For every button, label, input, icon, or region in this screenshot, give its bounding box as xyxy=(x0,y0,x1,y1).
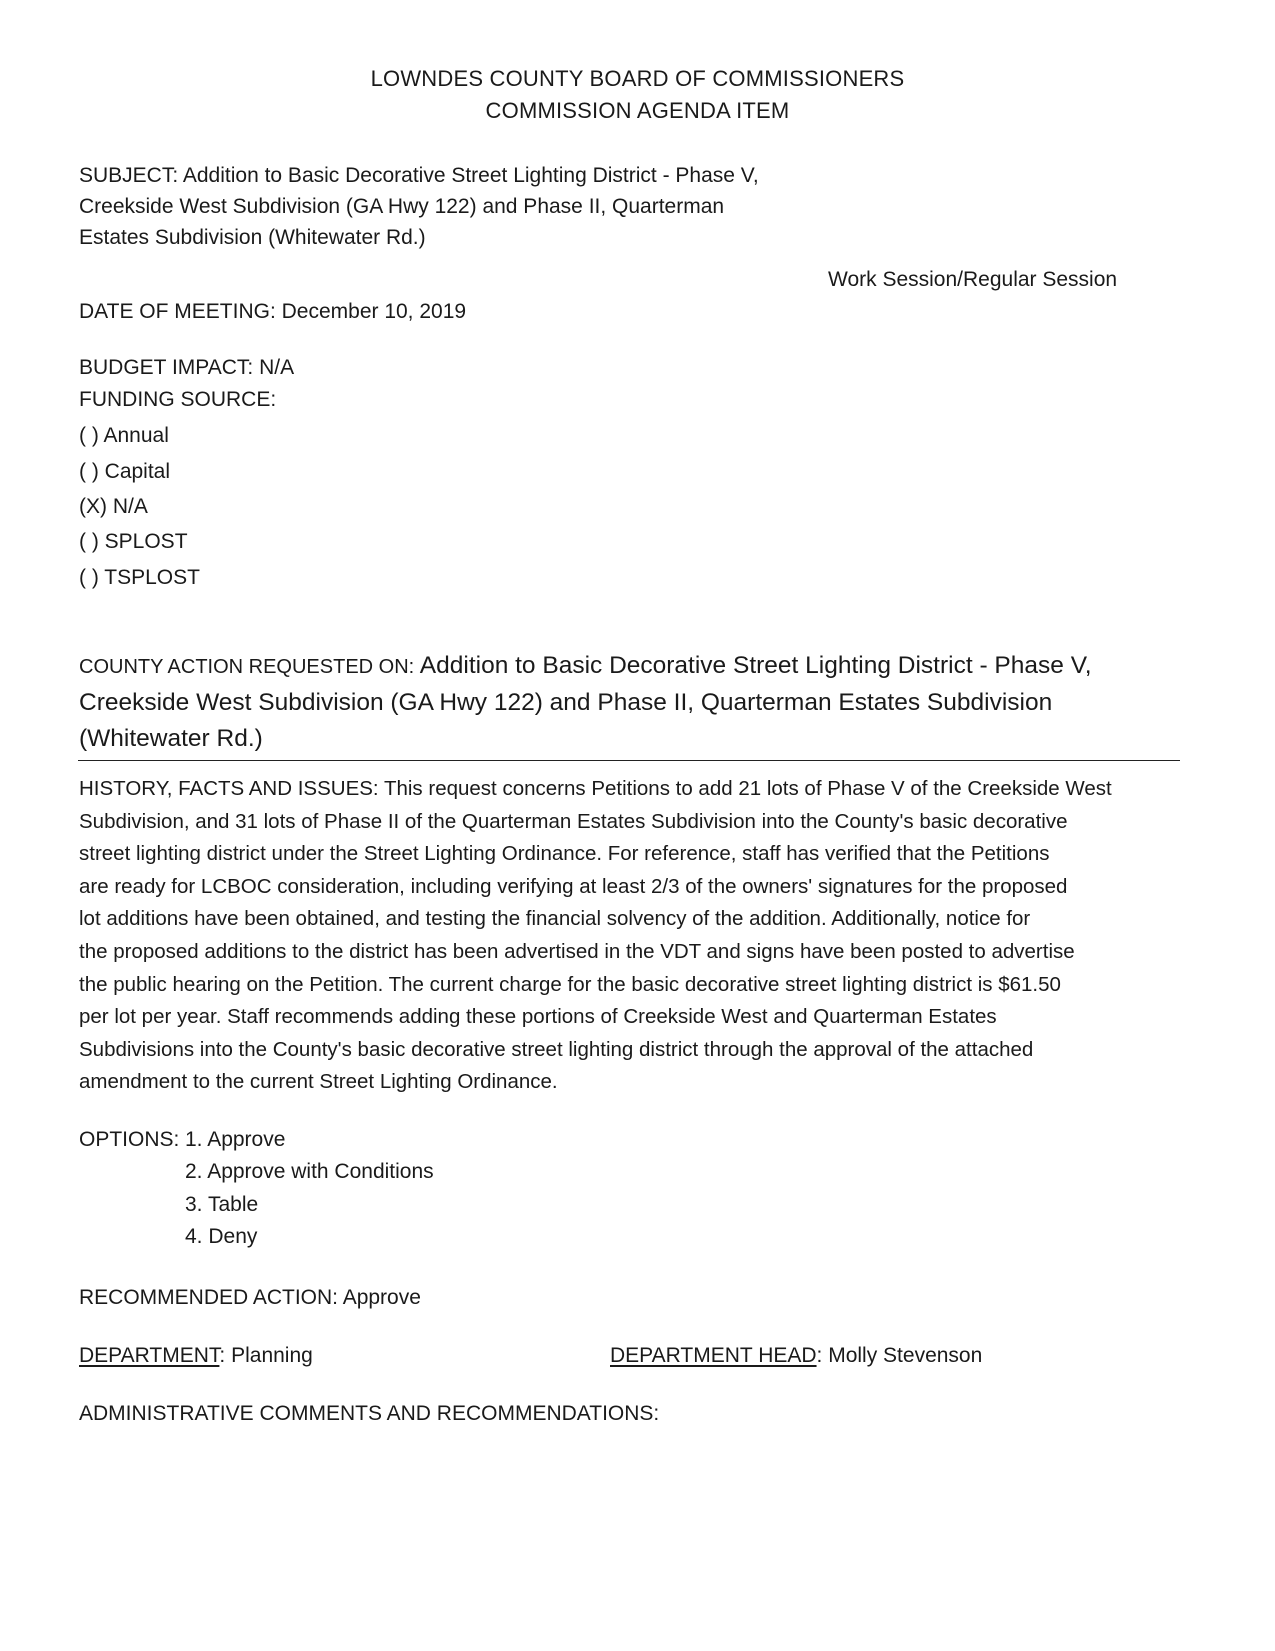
recommended-action: RECOMMENDED ACTION: Approve xyxy=(79,1286,421,1309)
date-of-meeting: DATE OF MEETING: December 10, 2019 xyxy=(79,300,467,323)
county-action-text: Addition to Basic Decorative Street Lighting District - Phase V, xyxy=(419,652,1092,679)
funding-option-splost: ( ) SPLOST xyxy=(79,530,188,553)
history-line: lot additions have been obtained, and testing the financial solvency of the addition. Additionally, notice for xyxy=(79,907,1031,931)
subject-line: SUBJECT: Addition to Basic Decorative Street Lighting District - Phase V, xyxy=(79,164,759,187)
history-line: HISTORY, FACTS AND ISSUES: This request concerns Petitions to add 21 lots of Phase V of the Creekside West xyxy=(79,777,1112,800)
option-table: 3. Table xyxy=(185,1193,259,1216)
county-action-requested xyxy=(79,648,1189,757)
history-line: per lot per year. Staff recommends adding these portions of Creekside West and Quarterman Estates xyxy=(79,1005,997,1029)
department-head xyxy=(610,1344,982,1368)
history-line: are ready for LCBOC consideration, including verifying at least 2/3 of the owners' signatures for the proposed xyxy=(79,874,1068,898)
history-line: Subdivision, and 31 lots of Phase II of the Quarterman Estates Subdivision into the County's basic decorative xyxy=(79,809,1068,833)
funding-option-na: (X) N/A xyxy=(79,495,148,518)
history-line: the proposed additions to the district has been advertised in the VDT and signs have been posted to advertise xyxy=(79,939,1075,963)
funding-option-capital: ( ) Capital xyxy=(79,460,171,483)
history-line: Subdivisions into the County's basic decorative street lighting district through the approval of the attached xyxy=(79,1037,1034,1061)
budget-impact: BUDGET IMPACT: N/A xyxy=(79,356,295,379)
county-action-line: Creekside West Subdivision (GA Hwy 122) and Phase II, Quarterman Estates Subdivision xyxy=(79,689,1053,716)
subject-line: Estates Subdivision (Whitewater Rd.) xyxy=(79,226,426,249)
funding-source-label: FUNDING SOURCE: xyxy=(79,388,277,411)
administrative-comments-label: ADMINISTRATIVE COMMENTS AND RECOMMENDATIONS: xyxy=(79,1402,660,1425)
history-line: the public hearing on the Petition. The current charge for the basic decorative street lighting district is $61.50 xyxy=(79,972,1061,996)
history-line: street lighting district under the Street Lighting Ordinance. For reference, staff has verified that the Petitions xyxy=(79,842,1050,866)
funding-option-annual: ( ) Annual xyxy=(79,424,169,447)
department-head-label: DEPARTMENT HEAD xyxy=(610,1344,817,1367)
department-label: DEPARTMENT xyxy=(79,1344,220,1367)
board-title: LOWNDES COUNTY BOARD OF COMMISSIONERS xyxy=(370,66,905,91)
agenda-item-title: COMMISSION AGENDA ITEM xyxy=(485,98,790,123)
county-action-line: (Whitewater Rd.) xyxy=(79,725,263,752)
option-deny: 4. Deny xyxy=(185,1225,258,1248)
history-facts-issues xyxy=(79,773,1189,1099)
department xyxy=(79,1344,313,1368)
session-type: Work Session/Regular Session xyxy=(828,268,1118,291)
option-approve: 1. Approve xyxy=(185,1128,286,1151)
county-action-label: COUNTY ACTION REQUESTED ON: xyxy=(79,656,420,678)
department-value: : Planning xyxy=(219,1344,313,1367)
history-line: amendment to the current Street Lighting Ordinance. xyxy=(79,1070,558,1094)
department-head-value: : Molly Stevenson xyxy=(816,1344,983,1367)
county-action-line xyxy=(79,648,1189,685)
funding-option-tsplost: ( ) TSPLOST xyxy=(79,566,200,589)
subject-line: Creekside West Subdivision (GA Hwy 122) and Phase II, Quarterman xyxy=(79,195,725,218)
option-approve-with-conditions: 2. Approve with Conditions xyxy=(185,1160,434,1183)
section-divider xyxy=(78,760,1180,761)
options-label: OPTIONS: xyxy=(79,1128,180,1151)
subject xyxy=(79,160,799,253)
